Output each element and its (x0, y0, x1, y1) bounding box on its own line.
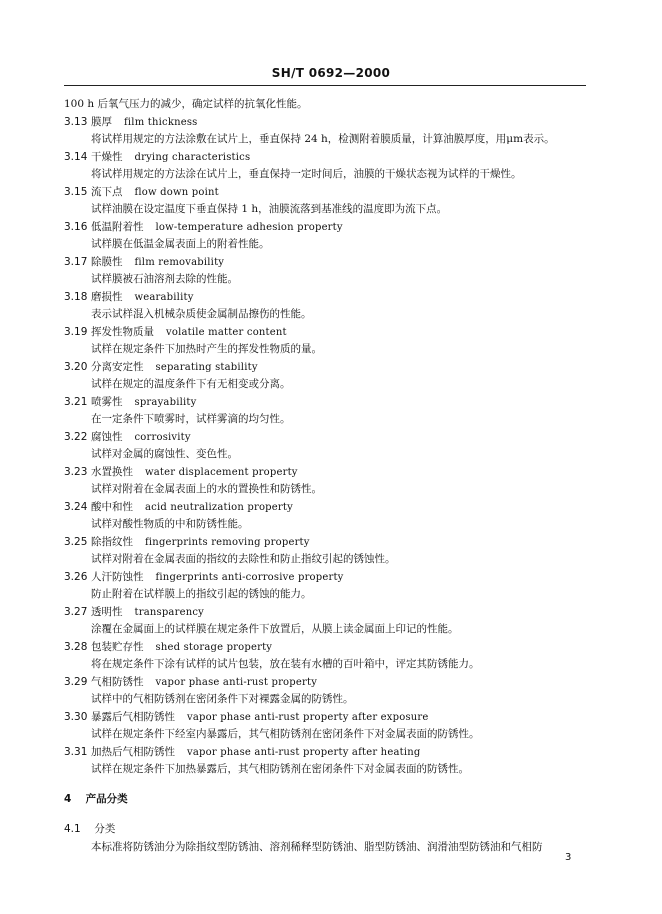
term-number: 3.25 (64, 535, 88, 548)
term-definition: 试样膜在低温金属表面上的附着性能。 (91, 238, 270, 250)
term-number: 3.23 (64, 465, 88, 478)
term-heading (64, 569, 586, 587)
term-name-en: low-temperature adhesion property (155, 221, 343, 233)
term-definition: 试样在规定条件下加热时产生的挥发性物质的量。 (91, 343, 322, 355)
term-name-en: corrosivity (134, 431, 191, 443)
term-heading (64, 464, 586, 482)
term-number: 3.18 (64, 290, 88, 303)
term-definition: 试样对附着在金属表面的指纹的去除性和防止指纹引起的锈蚀性。 (91, 553, 396, 565)
term-definition: 试样对酸性物质的中和防锈性能。 (91, 518, 249, 530)
term-definition: 试样在规定条件下加热暴露后，其气相防锈剂在密闭条件下对金属表面的防锈性。 (91, 763, 469, 775)
spacer (64, 779, 586, 789)
term-name-en: transparency (134, 606, 204, 618)
term-number: 3.19 (64, 325, 88, 338)
term-number: 3.27 (64, 605, 88, 618)
term-heading (64, 359, 586, 377)
term-name-zh: 除指纹性 (91, 535, 133, 548)
term-heading (64, 324, 586, 342)
section-title: 产品分类 (85, 792, 128, 805)
term-name-zh: 低温附着性 (91, 220, 144, 233)
term-name-en: drying characteristics (134, 151, 251, 163)
spacer (64, 809, 586, 819)
term-number: 3.31 (64, 745, 88, 758)
term-definition: 将试样用规定的方法涂在试片上，垂直保持一定时间后，油膜的干燥状态视为试样的干燥性。 (91, 168, 522, 180)
term-name-en: acid neutralization property (145, 501, 293, 513)
term-definition: 防止附着在试样膜上的指纹引起的锈蚀的能力。 (91, 588, 312, 600)
term-name-zh: 水置换性 (91, 465, 133, 478)
section-number: 4 (64, 792, 72, 805)
term-name-en: volatile matter content (166, 326, 287, 338)
term-heading (64, 254, 586, 272)
term-number: 3.24 (64, 500, 88, 513)
term-name-en: film thickness (124, 116, 198, 128)
term-name-en: fingerprints removing property (145, 536, 310, 548)
term-name-zh: 挥发性物质量 (91, 325, 154, 338)
term-name-zh: 膜厚 (91, 115, 112, 128)
term-name-en: vapor phase anti-rust property (155, 676, 318, 688)
term-name-en: vapor phase anti-rust property after heating (187, 746, 421, 758)
subsection-number: 4.1 (64, 822, 81, 835)
page-number: 3 (565, 852, 572, 863)
term-name-zh: 分离安定性 (91, 360, 144, 373)
term-number: 3.15 (64, 185, 88, 198)
term-number: 3.26 (64, 570, 88, 583)
term-heading (64, 709, 586, 727)
subsection-heading (64, 819, 586, 839)
term-heading (64, 429, 586, 447)
term-heading (64, 499, 586, 517)
standard-code-header: SH/T 0692—2000 (271, 66, 391, 80)
term-name-en: separating stability (155, 361, 258, 373)
term-definition: 在一定条件下喷雾时，试样雾滴的均匀性。 (91, 413, 291, 425)
term-name-en: wearability (134, 291, 194, 303)
term-name-zh: 人汗防蚀性 (91, 570, 144, 583)
term-heading (64, 394, 586, 412)
term-name-zh: 干燥性 (91, 150, 123, 163)
term-heading (64, 744, 586, 762)
term-heading (64, 289, 586, 307)
term-name-zh: 磨损性 (91, 290, 123, 303)
term-heading (64, 114, 586, 132)
term-name-en: shed storage property (155, 641, 273, 653)
term-name-zh: 包装贮存性 (91, 640, 144, 653)
term-name-zh: 气相防锈性 (91, 675, 144, 688)
term-heading (64, 604, 586, 622)
term-heading (64, 184, 586, 202)
term-list (64, 114, 586, 779)
term-name-en: vapor phase anti-rust property after exposure (187, 711, 429, 723)
term-heading (64, 674, 586, 692)
term-definition: 试样中的气相防锈剂在密闭条件下对裸露金属的防锈性。 (91, 693, 354, 705)
term-number: 3.17 (64, 255, 88, 268)
term-name-zh: 暴露后气相防锈性 (91, 710, 175, 723)
term-name-zh: 腐蚀性 (91, 430, 123, 443)
page-content (64, 96, 586, 856)
term-definition: 表示试样混入机械杂质使金属制品擦伤的性能。 (91, 308, 312, 320)
intro-line: 100 h 后氧气压力的减少，确定试样的抗氧化性能。 (64, 98, 308, 110)
term-number: 3.30 (64, 710, 88, 723)
term-number: 3.21 (64, 395, 88, 408)
term-name-en: flow down point (134, 186, 219, 198)
term-definition: 试样油膜在设定温度下垂直保持 1 h，油膜流落到基准线的温度即为流下点。 (91, 203, 448, 215)
term-name-zh: 酸中和性 (91, 500, 133, 513)
term-definition: 试样在规定的温度条件下有无相变或分离。 (91, 378, 291, 390)
header-rule (64, 85, 586, 86)
classification-paragraph: 本标准将防锈油分为除指纹型防锈油、溶剂稀释型防锈油、脂型防锈油、润滑油型防锈油和气相防 (91, 840, 543, 853)
term-heading (64, 639, 586, 657)
term-name-en: fingerprints anti-corrosive property (155, 571, 344, 583)
term-number: 3.29 (64, 675, 88, 688)
term-number: 3.28 (64, 640, 88, 653)
term-name-zh: 流下点 (91, 185, 123, 198)
term-heading (64, 534, 586, 552)
term-number: 3.16 (64, 220, 88, 233)
term-definition: 涂覆在金属面上的试样膜在规定条件下放置后，从膜上读金属面上印记的性能。 (91, 623, 459, 635)
term-definition: 将在规定条件下涂有试样的试片包装，放在装有水槽的百叶箱中，评定其防锈能力。 (91, 658, 480, 670)
section-heading (64, 789, 586, 809)
term-name-zh: 加热后气相防锈性 (91, 745, 175, 758)
term-name-zh: 除膜性 (91, 255, 123, 268)
term-definition: 试样膜被石油溶剂去除的性能。 (91, 273, 238, 285)
term-number: 3.22 (64, 430, 88, 443)
term-heading (64, 149, 586, 167)
term-number: 3.13 (64, 115, 88, 128)
term-name-en: water displacement property (145, 466, 298, 478)
term-definition: 将试样用规定的方法涂敷在试片上，垂直保持 24 h，检测附着膜质量，计算油膜厚度，用μm表示。 (91, 133, 555, 145)
term-definition: 试样对金属的腐蚀性、变色性。 (91, 448, 238, 460)
subsection-title: 分类 (94, 822, 116, 835)
term-definition: 试样对附着在金属表面上的水的置换性和防锈性。 (91, 483, 322, 495)
term-name-en: sprayability (134, 396, 197, 408)
term-name-en: film removability (134, 256, 225, 268)
term-heading (64, 219, 586, 237)
term-number: 3.14 (64, 150, 88, 163)
term-name-zh: 透明性 (91, 605, 123, 618)
term-name-zh: 喷雾性 (91, 395, 123, 408)
term-definition: 试样在规定条件下经室内暴露后，其气相防锈剂在密闭条件下对金属表面的防锈性。 (91, 728, 480, 740)
term-number: 3.20 (64, 360, 88, 373)
